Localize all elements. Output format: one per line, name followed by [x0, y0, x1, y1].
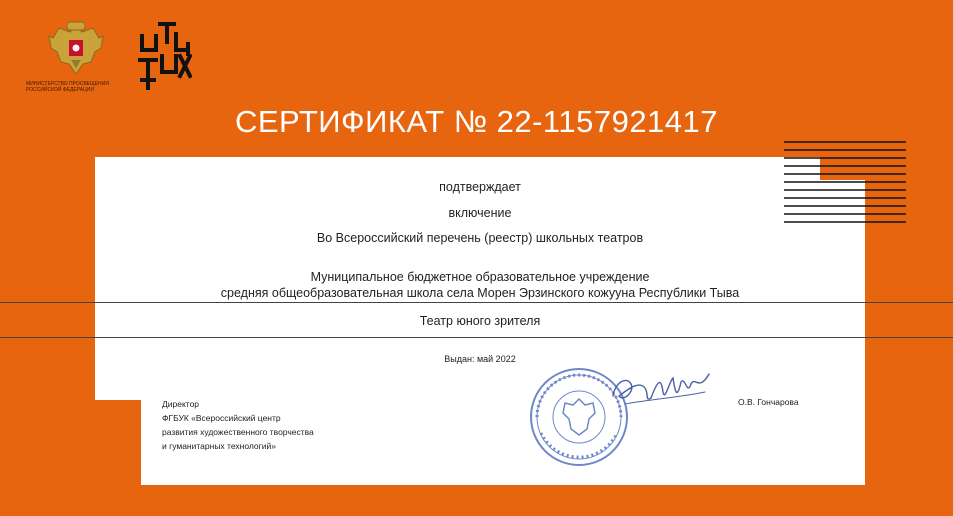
- ministry-caption-line2: РОССИЙСКОЙ ФЕДЕРАЦИИ: [26, 87, 94, 93]
- ctc-logo-icon: [136, 20, 192, 90]
- inclusion-text: включение: [448, 206, 512, 220]
- ctc-logo: [136, 20, 192, 95]
- ministry-logo: [26, 20, 126, 93]
- coat-of-arms-icon: [45, 20, 107, 78]
- divider-line-bottom: [0, 337, 953, 338]
- director-block: [162, 397, 314, 453]
- organization-line-2: средняя общеобразовательная школа села Морен Эрзинского кожууна Республики Тыва: [220, 286, 740, 300]
- director-role: Директор: [162, 399, 200, 409]
- theatre-name: Театр юного зрителя: [419, 314, 541, 328]
- ministry-caption-line1: МИНИСТЕРСТВО ПРОСВЕЩЕНИЯ: [26, 81, 109, 87]
- confirm-text: подтверждает: [439, 180, 521, 194]
- registry-text: Во Всероссийский перечень (реестр) школьных театров: [316, 231, 644, 245]
- certificate-title: СЕРТИФИКАТ № 22-1157921417: [234, 104, 719, 139]
- signer-name: О.В. Гончарова: [738, 397, 799, 407]
- divider-line-top: [0, 302, 953, 303]
- director-org-line-1: ФГБУК «Всероссийский центр: [162, 413, 281, 423]
- director-org-line-2: развития художественного творчества: [162, 427, 314, 437]
- director-org-line-3: и гуманитарных технологий»: [162, 441, 276, 451]
- issue-date: Выдан: май 2022: [444, 354, 516, 364]
- signature-icon: [605, 362, 715, 412]
- organization-line-1: Муниципальное бюджетное образовательное учреждение: [310, 270, 650, 284]
